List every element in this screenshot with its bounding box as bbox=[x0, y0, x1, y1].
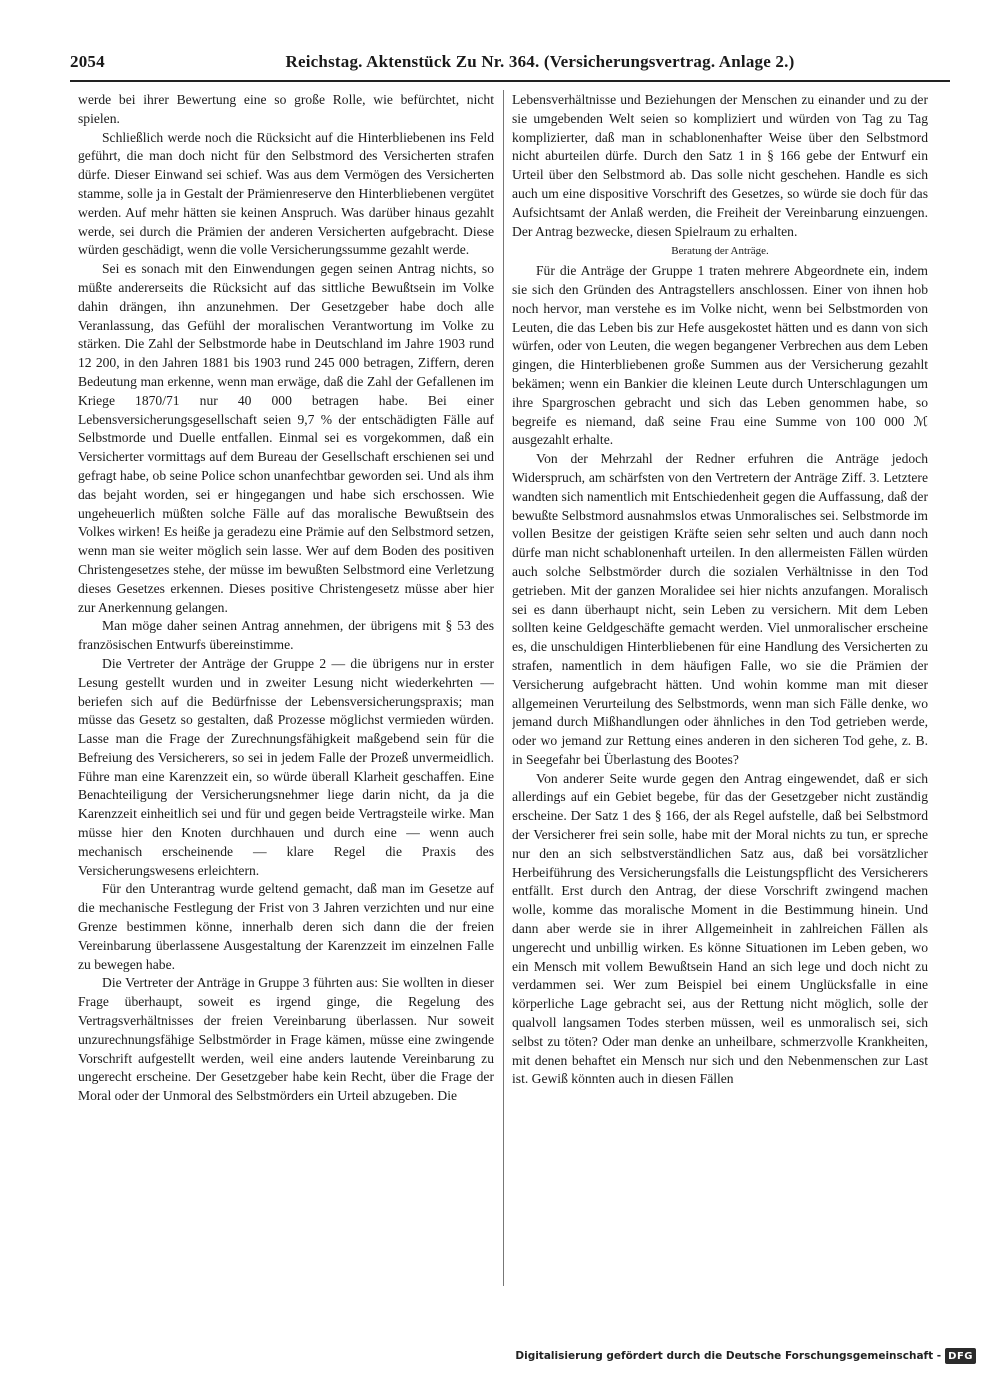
paragraph: Für die Anträge der Gruppe 1 traten mehrere Abgeordnete ein, indem sie sich den Gründen des Antragstellers anschlossen. Einer von ihnen hob noch hervor, man verstehe es im Volke nicht, wenn bei Selbstmorden von Leuten, die das Leben bis zur Hefe ausgekostet hätten und es dann von sich würfen, oder von Leuten, die wegen begangener Verbrechen aus dem Leben gingen, die Hinterbliebenen große Summen aus der Versicherung gezahlt bekämen; wenn ein Bankier die kleinen Leute durch Unterschlagungen um ihre Spargroschen gebracht und sich das Leben genommen habe, so begreife es niemand, daß seine Frau eine Summe von 100 000 ℳ ausgezahlt erhalte. bbox=[512, 263, 928, 448]
paragraph: Schließlich werde noch die Rücksicht auf die Hinterbliebenen ins Feld geführt, die man doch nicht für den Selbstmord des Versicherten strafen dürfe. Dieser Einwand sei schief. Was aus dem Vermögen des Versicherten stamme, solle ja in Gestalt der Prämienreserve den Hinterbliebenen vergütet werden. Auf mehr hätten sie keinen Anspruch. Was darüber hinaus gezahlt werde, sei durch die Prämien der anderen Versicherten aufgebracht. Diese würden geschädigt, wenn die volle Versicherungssumme gezahlt werde. bbox=[78, 129, 494, 258]
paragraph: Man möge daher seinen Antrag annehmen, der übrigens mit § 53 des französischen Entwurfs übereinstimme. bbox=[78, 618, 494, 653]
running-title: Reichstag. Aktenstück Zu Nr. 364. (Versicherungsvertrag. Anlage 2.) bbox=[285, 52, 795, 71]
footer-credit: Digitalisierung gefördert durch die Deutsche Forschungsgemeinschaft - bbox=[515, 1350, 942, 1362]
left-column bbox=[78, 91, 494, 1291]
header-rule bbox=[70, 80, 950, 82]
right-column bbox=[512, 91, 928, 1291]
column-divider bbox=[503, 90, 504, 1286]
paragraph: Von der Mehrzahl der Redner erfuhren die Anträge jedoch Widerspruch, am schärfsten von den Vertretern der Anträge Ziff. 3. Letztere wandten sich namentlich mit Entschiedenheit gegen die Auffassung, daß der bewußte Selbstmord ausnahmslos etwas Unmoralisches sei. Selbstmorde im vollen Besitze der geistigen Kräfte seien sehr selten und auch dann noch dürfe man nicht schablonenhaft urteilen. In den allermeisten Fällen würden auch solche Selbstmörder durch die sozialen Verhältnisse in den Tod getrieben. Mit der ganzen Moralidee sei hier nichts anzufangen. Moralisch sei es dann überhaupt nicht, sein Leben zu versichern. Mit dem Leben sollten keine Geldgeschäfte gemacht werden. Viel unmoralischer erscheine es, die unschuldigen Hinterbliebenen für eine Handlung des Versicherten zu strafen, namentlich in dem häufigen Falle, wo sie die Prämien der Versicherung aufgebracht hätten. Und wohin komme man mit dieser allgemeinen Verurteilung des Selbstmords, wenn man sich Fälle denke, wo jemand durch Mißhandlungen oder ähnliches in den Tod getrieben werde, oder wo jemand zur Rettung eines anderen in den sicheren Tod gehe, z. B. in Seegefahr bei Überlastung des Bootes? bbox=[512, 451, 928, 767]
paragraph: Die Vertreter der Anträge in Gruppe 3 führten aus: Sie wollten in dieser Frage überhaupt, soweit es irgend ginge, die Regelung des Vertragsverhältnisses der freien Vereinbarung überlassen. Nur soweit unzurechnungsfähige Selbstmörder in Frage kämen, müsse eine zwingende Vorschrift aufgestellt werden, weil eine anders lautende Vereinbarung zu ungerecht erscheine. Der Gesetzgeber habe kein Recht, über die Frage der Moral oder der Unmoral des Selbstmörders ein Urteil abzugeben. Die bbox=[78, 975, 494, 1104]
section-subheading: Beratung der Anträge. bbox=[671, 245, 769, 258]
page-header bbox=[70, 52, 950, 78]
paragraph: werde bei ihrer Bewertung eine so große Rolle, wie befürchtet, nicht spielen. bbox=[78, 92, 494, 126]
paragraph: Die Vertreter der Anträge der Gruppe 2 — die übrigens nur in erster Lesung gestellt wurden und in zweiter Lesung nicht wiederkehrten — beriefen sich auf die Bedürfnisse der Lebensversicherungspraxis; man müsse das Gesetz so gestalten, daß Prozesse möglichst vermieden würden. Lasse man die Frage der Zurechnungsfähigkeit maßgebend sein für die Befreiung des Versicherers, so sei in jedem Falle der Prozeß unvermeidlich. Führe man eine Karenzzeit ein, so würde überall Klarheit geschaffen. Eine Benachteiligung der Versicherungsnehmer liege darin nicht, da ja die Karenzzeit einheitlich sei und für und gegen beide Vertragsteile wirke. Man müsse hier den Knoten durchhauen und durch eine — wenn auch mechanisch erscheinende — klare Regel die Praxis des Versicherungswesens erleichtern. bbox=[78, 655, 494, 878]
paragraph: Von anderer Seite wurde gegen den Antrag eingewendet, daß er sich allerdings auf ein Gebiet begebe, für das der Gesetzgeber nicht zuständig erscheine. Der Satz 1 des § 166, der als Regel aufstelle, daß bei Selbstmord der Versicherer frei sein solle, habe mit der Moral nichts zu tun, er spreche nur den an sich selbstverständlichen Satz aus, daß bei vorsätzlicher Herbeiführung des Versicherungsfalls die Leistungspflicht des Versicherers entfällt. Erst durch den Antrag, der diese Vorschrift zwingend machen wolle, komme das moralische Moment in die Bestimmung hinein. Und dann aber werde sie in ihrer Allgemeinheit in zahlreichen Fällen als ungerecht und unbillig wirken. Es könne Situationen im Leben geben, wo ein Mensch mit vollem Bewußtsein Hand an sich lege und doch nicht zu verdammen sei. Wer zum Beispiel bei einem Unglücksfalle in eine körperliche Lage gebracht sei, aus der Rettung nicht möglich, solle der qualvoll langsamen Todes sterben müssen, weil es unmoralisch sei, sich selbst zu töten? Oder man denke an unheilbare, schmerzvolle Krankheiten, mit denen behaftet ein Mensch nur sich und den Nebenmenschen zur Last ist. Gewiß könnten auch in diesen Fällen bbox=[512, 770, 928, 1087]
paragraph: Lebensverhältnisse und Beziehungen der Menschen zu einander und zu der sie umgebenden Welt seien so kompliziert und würden von Tag zu Tag komplizierter, daß man in schablonenhafter Weise über den Selbstmord nicht aburteilen dürfe. Durch den Satz 1 in § 166 gebe der Entwurf ein Urteil über den Selbstmord ab. Das solle nicht geschehen. Handle es sich auch um eine dispositive Vorschrift des Gesetzes, so würde sie doch für das Aufsichtsamt der Anlaß werden, die Freiheit der Vereinbarung einzuengen. Der Antrag bezwecke, diesen Spielraum zu erhalten. bbox=[512, 92, 928, 239]
dfg-logo-icon: DFG bbox=[945, 1348, 976, 1364]
paragraph: Für den Unterantrag wurde geltend gemacht, daß man im Gesetze auf die mechanische Festlegung der Frist von 3 Jahren verzichten und nur eine Grenze bestimmen könne, innerhalb deren sich dann die der freien Vereinbarung überlassene Ausgestaltung der Karenzzeit im einzelnen Falle zu bewegen habe. bbox=[78, 881, 494, 972]
page-number: 2054 bbox=[70, 52, 105, 71]
digitization-footer bbox=[515, 1345, 976, 1367]
paragraph: Sei es sonach mit den Einwendungen gegen seinen Antrag nichts, so müßte andererseits die Rücksicht auf das sittliche Bewußtsein im Volke dahin drängen, ihn anzunehmen. Der Gesetzgeber habe doch alle Veranlassung, das Gefühl der moralischen Verantwortung im Volke zu stärken. Die Zahl der Selbstmorde habe in Deutschland im Jahre 1903 rund 12 200, in den Jahren 1881 bis 1903 rund 245 000 betragen, Ziffern, deren Bedeutung man erkenne, wenn man erwäge, daß die Zahl der Gefallenen im Kriege 1870/71 nur 40 000 betragen habe. Bei einer Lebensversicherungsgesellschaft seien 9,7 % der entschädigten Fälle auf Selbstmorde und Duelle entfallen. Einmal sei es vorgekommen, daß ein Versicherter vormittags auf dem Bureau der Gesellschaft erschienen sei und gefragt habe, ob seine Police schon unanfechtbar geworden sei. Und als ihm das bejaht worden, sei er hingegangen und habe sich erschossen. Wie ungeheuerlich müßten solche Fälle auf das moralische Bewußtsein des Volkes wirken! Es heiße ja geradezu eine Prämie auf den Selbstmord setzen, wenn man sie weiter möglich sein lasse. Wer auf dem Boden des positiven Christengesetzes stehe, der müsse im bewußten Selbstmord eine Verletzung dieses Gesetzes erkennen. Dieses positive Christengesetz müsse aber hier zur Anerkennung gelangen. bbox=[78, 261, 494, 615]
